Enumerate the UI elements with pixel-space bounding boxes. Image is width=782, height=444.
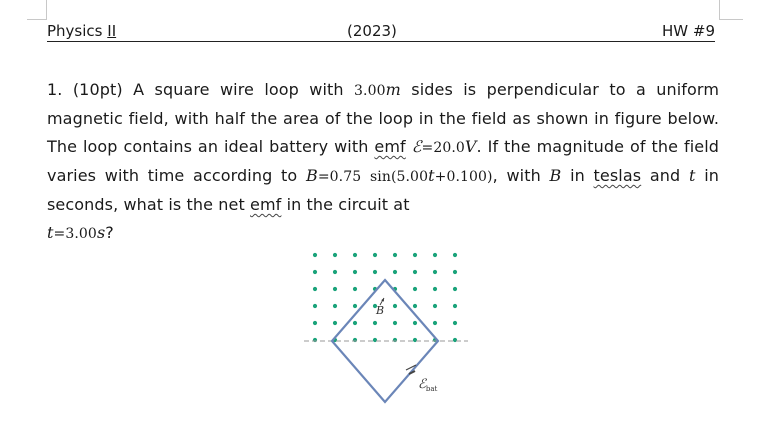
field-dot bbox=[313, 253, 317, 257]
field-dot bbox=[433, 270, 437, 274]
header-year: (2023) bbox=[347, 22, 397, 40]
loop-diagram bbox=[296, 244, 476, 409]
field-dot bbox=[393, 321, 397, 325]
page-corner-mark-right bbox=[719, 19, 743, 20]
spellcheck-word: emf bbox=[250, 195, 282, 214]
field-dot bbox=[353, 270, 357, 274]
field-dot bbox=[373, 253, 377, 257]
field-dot bbox=[413, 321, 417, 325]
field-dot bbox=[393, 253, 397, 257]
field-dot bbox=[413, 270, 417, 274]
field-dot bbox=[453, 321, 457, 325]
field-dot bbox=[393, 304, 397, 308]
field-dot bbox=[353, 304, 357, 308]
spellcheck-word: teslas bbox=[593, 166, 642, 185]
field-dot bbox=[313, 270, 317, 274]
field-dot bbox=[413, 304, 417, 308]
field-dot bbox=[373, 270, 377, 274]
field-dot bbox=[413, 287, 417, 291]
field-dot bbox=[353, 321, 357, 325]
header-homework: HW #9 bbox=[662, 22, 715, 40]
field-dot bbox=[453, 253, 457, 257]
field-dot bbox=[433, 287, 437, 291]
loop-figure bbox=[296, 244, 476, 409]
page-corner-mark-left bbox=[27, 19, 47, 20]
field-dot bbox=[453, 270, 457, 274]
spellcheck-word: emf bbox=[374, 137, 406, 156]
battery-emf-label: ℰ$_{bat}$ bbox=[418, 377, 438, 393]
field-dot bbox=[393, 270, 397, 274]
battery-plate-short bbox=[409, 371, 415, 374]
page-corner-mark-left bbox=[46, 0, 47, 20]
page-header bbox=[47, 22, 715, 42]
field-dot bbox=[453, 304, 457, 308]
field-dot bbox=[413, 253, 417, 257]
field-dot bbox=[433, 321, 437, 325]
field-dot bbox=[333, 253, 337, 257]
magnetic-field-dots bbox=[313, 253, 457, 342]
field-dot bbox=[433, 253, 437, 257]
field-dot bbox=[353, 287, 357, 291]
header-course: Physics II bbox=[47, 22, 117, 40]
field-dot bbox=[333, 270, 337, 274]
field-dot bbox=[373, 321, 377, 325]
field-label: B bbox=[376, 304, 385, 317]
field-dot bbox=[313, 321, 317, 325]
problem-text: 1. (10pt) A square wire loop with 3.00m sides is perpendicular to a uniform magnetic field, with half the area of the loop in the field as shown in figure below. The loop contains an ideal battery with emf ℰ=20.0V. If the magnitude of the field varies with time according to B=0.75 sin(5.00t+0.100), with B in teslas and t in seconds, what is the net emf in the circuit at t=3.00s? bbox=[47, 80, 720, 242]
problem-number: 1. (10pt) bbox=[47, 80, 123, 99]
emf-symbol: ℰ bbox=[411, 137, 422, 156]
field-dot bbox=[333, 304, 337, 308]
page-corner-mark-right bbox=[719, 0, 720, 20]
field-dot bbox=[433, 304, 437, 308]
field-dot bbox=[313, 287, 317, 291]
field-dot bbox=[333, 321, 337, 325]
field-dot bbox=[313, 304, 317, 308]
field-dot bbox=[333, 287, 337, 291]
field-dot bbox=[453, 287, 457, 291]
field-dot bbox=[353, 253, 357, 257]
